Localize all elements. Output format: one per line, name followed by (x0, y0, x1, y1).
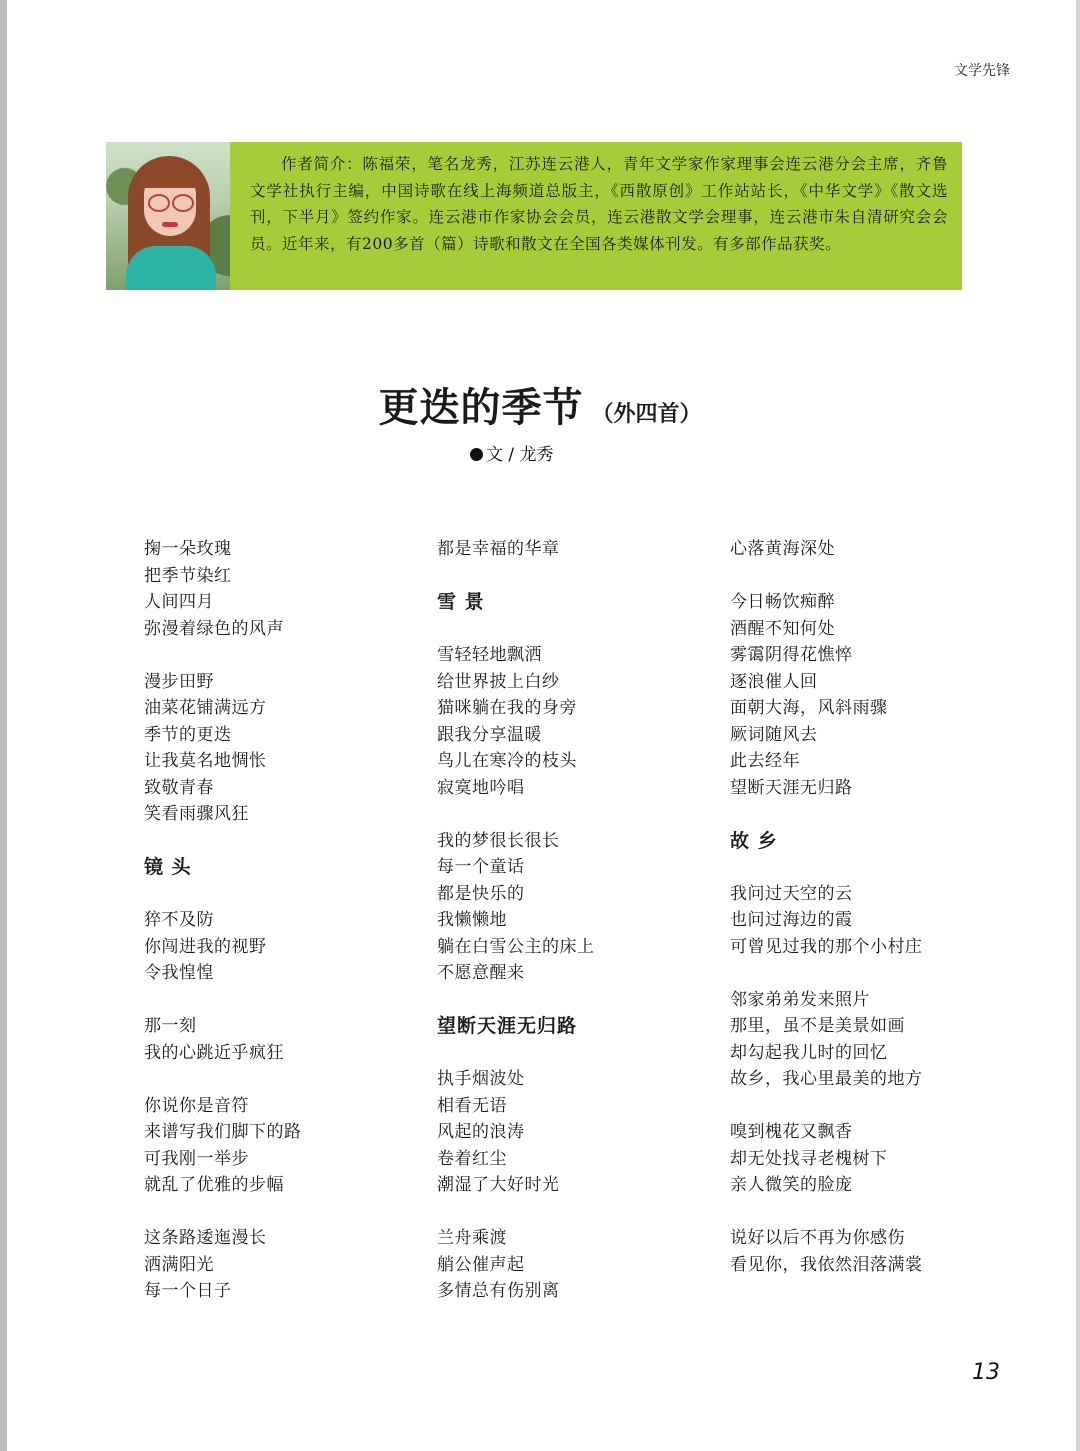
poem-line: 也问过海边的霞 (730, 910, 853, 930)
poem-line: 酒醒不知何处 (730, 618, 835, 639)
poem-line: 都是幸福的华章 (437, 539, 560, 559)
poem-line: 都是快乐的 (437, 883, 525, 904)
poem-line: 嗅到槐花又飘香 (730, 1122, 853, 1142)
poem-line: 厥词随风去 (730, 724, 818, 745)
poem-line: 季节的更迭 (144, 724, 232, 745)
poem-line: 说好以后不再为你感伤 (730, 1228, 905, 1248)
poem-line: 人间四月 (144, 592, 214, 612)
poem-line: 猝不及防 (144, 910, 214, 930)
article-subtitle: （外四首） (591, 401, 702, 427)
poem-line: 不愿意醒来 (437, 963, 525, 983)
poem-line: 漫步田野 (144, 671, 214, 692)
poem-line: 这条路逶迤漫长 (144, 1228, 267, 1248)
poem-line: 洒满阳光 (144, 1254, 214, 1275)
poem-column-2 (437, 536, 697, 1305)
poem-line: 可曾见过我的那个小村庄 (730, 936, 923, 957)
poem-line: 我的心跳近乎疯狂 (144, 1042, 284, 1063)
author-bio-box (106, 142, 962, 290)
poem-line: 面朝大海，风斜雨骤 (730, 698, 888, 718)
poem-line: 雾霭阴得花憔悴 (730, 645, 853, 665)
poem-line: 鸟儿在寒冷的枝头 (437, 751, 577, 771)
poem-line: 兰舟乘渡 (437, 1228, 507, 1248)
poem-line: 猫咪躺在我的身旁 (437, 698, 577, 718)
poem-line: 亲人微笑的脸庞 (730, 1175, 853, 1195)
poem-line: 可我刚一举步 (144, 1148, 249, 1169)
poem-line: 艄公催声起 (437, 1254, 525, 1275)
article-title: 更迭的季节 (378, 384, 584, 431)
author-photo (106, 142, 230, 290)
poem-line: 邻家弟弟发来照片 (730, 989, 870, 1010)
poem-line: 望断天涯无归路 (730, 777, 853, 798)
poem-heading-guxiang: 故 乡 (730, 829, 778, 852)
section-label: 文学先锋 (954, 63, 1010, 79)
poem-line: 却无处找寻老槐树下 (730, 1148, 888, 1169)
poem-line: 我懒懒地 (437, 910, 507, 930)
poem-line: 每一个童话 (437, 857, 525, 877)
poem-line: 相看无语 (437, 1095, 507, 1116)
poem-line: 却勾起我儿时的回忆 (730, 1042, 888, 1063)
poem-line: 致敬青春 (144, 777, 214, 798)
page-number: 13 (972, 1360, 1000, 1385)
page-edge-right (1076, 0, 1080, 1451)
poem-line: 风起的浪涛 (437, 1122, 525, 1142)
poem-line: 躺在白雪公主的床上 (437, 936, 595, 957)
poem-heading-xuejing: 雪 景 (437, 591, 485, 613)
poem-line: 雪轻轻地飘洒 (437, 645, 542, 665)
poem-line: 你闯进我的视野 (144, 936, 267, 957)
byline-text: 文 / 龙秀 (486, 445, 554, 465)
byline (470, 440, 554, 465)
poem-line: 执手烟波处 (437, 1069, 525, 1089)
poem-line: 卷着红尘 (437, 1148, 507, 1169)
poem-line: 来谱写我们脚下的路 (144, 1122, 302, 1142)
poem-heading-wangduan: 望断天涯无归路 (437, 1015, 578, 1037)
poem-line: 寂寞地吟唱 (437, 777, 525, 798)
poem-line: 令我惶惶 (144, 963, 214, 983)
poem-line: 故乡，我心里最美的地方 (730, 1069, 923, 1089)
poem-line: 我的梦很长很长 (437, 830, 560, 851)
poem-line: 心落黄海深处 (730, 539, 835, 559)
poem-line: 多情总有伤别离 (437, 1281, 560, 1301)
poem-line: 那一刻 (144, 1016, 197, 1036)
poem-line: 掬一朵玫瑰 (144, 539, 232, 559)
poem-line: 看见你，我依然泪落满裳 (730, 1254, 923, 1275)
poem-line: 今日畅饮痴醉 (730, 592, 835, 612)
poem-line: 此去经年 (730, 751, 800, 771)
poem-line: 弥漫着绿色的风声 (144, 618, 284, 639)
poem-heading-jingtou: 镜 头 (144, 856, 192, 878)
poem-line: 把季节染红 (144, 565, 232, 586)
poem-line: 给世界披上白纱 (437, 671, 560, 692)
poem-line: 潮湿了大好时光 (437, 1175, 560, 1195)
poem-line: 我问过天空的云 (730, 883, 853, 904)
page-edge-left (0, 0, 7, 1451)
poem-line: 油菜花铺满远方 (144, 698, 267, 718)
poem-column-3 (730, 536, 990, 1278)
bullet-dot-icon (470, 448, 483, 461)
poem-line: 逐浪催人回 (730, 671, 818, 692)
poem-line: 让我莫名地惆怅 (144, 751, 267, 771)
poem-line: 就乱了优雅的步幅 (144, 1175, 284, 1195)
poem-line: 跟我分享温暖 (437, 724, 542, 745)
poem-line: 你说你是音符 (144, 1095, 249, 1116)
article-title-block (0, 376, 1080, 433)
author-bio-text: 作者简介：陈福荣，笔名龙秀，江苏连云港人，青年文学家作家理事会连云港分会主席，齐鲁文学社执行主编，中国诗歌在线上海频道总版主，《西散原创》工作站站长，《中华文学》《散文选刊，下半月》签约作家。连云港市作家协会会员，连云港散文学会理事，连云港市朱自清研究会会员。近年来，有200多首（篇）诗歌和散文在全国各类媒体刊发。有多部作品获奖。 (250, 155, 948, 253)
poem-line: 笑看雨骤风狂 (144, 804, 249, 824)
poem-line: 那里，虽不是美景如画 (730, 1016, 905, 1036)
poem-line: 每一个日子 (144, 1281, 232, 1301)
poem-column-1 (144, 536, 404, 1305)
